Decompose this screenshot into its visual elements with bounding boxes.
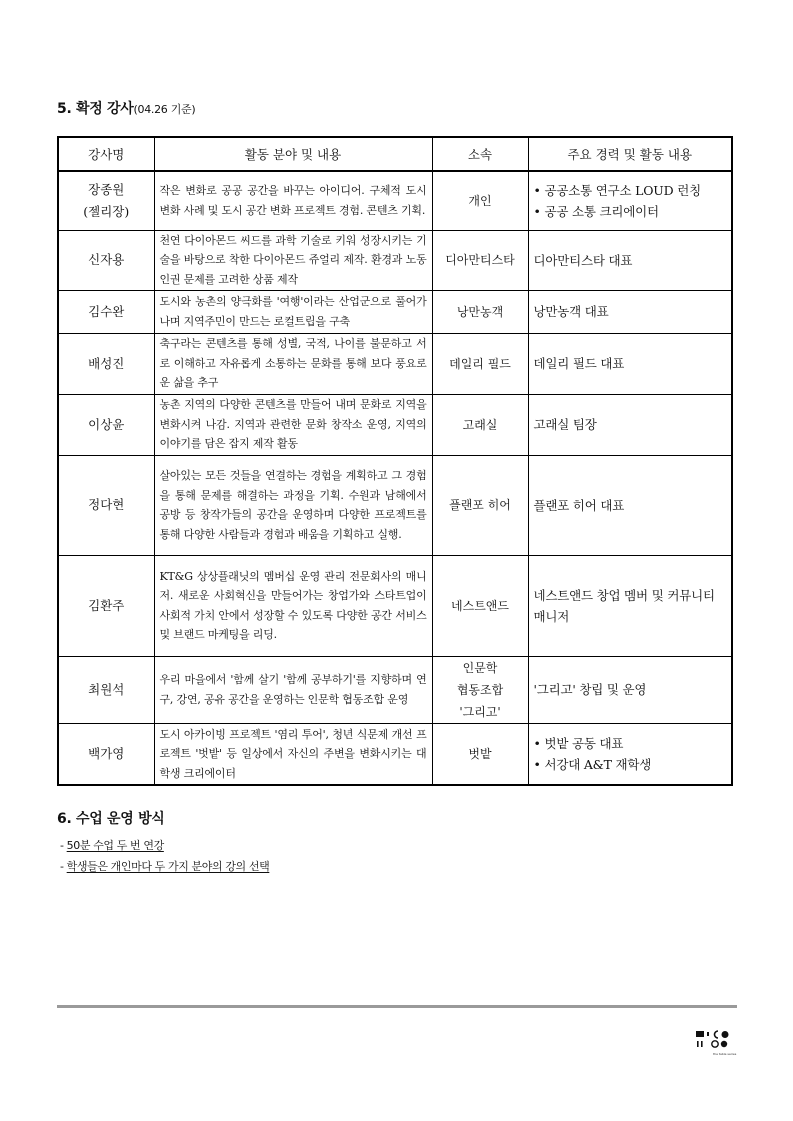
lecturer-description: 우리 마을에서 '함께 살기 '함께 공부하기'를 지향하며 연구, 강연, 공유 공간을 운영하는 인문학 협동조합 운영 [154, 656, 432, 723]
operation-item: - 50분 수업 두 번 연강 [60, 839, 164, 852]
lecturer-career [528, 394, 732, 455]
lecturer-name [58, 656, 154, 723]
table-row [58, 290, 732, 333]
name-line: 정다현 [88, 497, 125, 512]
operation-item: - 학생들은 개인마다 두 가지 분야의 강의 선택 [60, 860, 270, 873]
name-line: 장종원 [88, 181, 125, 197]
lecturer-name [58, 290, 154, 333]
lecturer-description: 살아있는 모든 것들을 연결하는 경험을 계획하고 그 경험을 통해 문제를 해결하는 과정을 기획. 수원과 남해에서 공방 등 창작가들의 공간을 운영하며 다양한 프로젝트를 통해 다양한 사람들과 경험과 배움을 기획하고 실행. [154, 455, 432, 555]
lecturer-name [58, 333, 154, 394]
career-item: 낭만농객 대표 [533, 304, 609, 319]
name-line: 배성진 [88, 355, 125, 371]
career-item: 디아만티스타 대표 [533, 252, 633, 268]
lecturer-career [528, 230, 732, 290]
affiliation-line: '그리고' [459, 704, 501, 719]
affiliation-line: 개인 [468, 193, 492, 208]
lecturer-description: 도시 아카이빙 프로젝트 '염리 투어', 청년 식문제 개선 프로젝트 '벗밭' 등 일상에서 자신의 주변을 변화시키는 대학생 크리에이터 [154, 723, 432, 785]
lecturer-description: 천연 다이아몬드 씨드를 과학 기술로 키워 성장시키는 기술을 바탕으로 착한 다이아몬드 쥬얼리 제작. 환경과 노동인권 문제를 고려한 상품 제작 [154, 230, 432, 290]
table-header-row [58, 137, 732, 171]
lecturer-name [58, 394, 154, 455]
affiliation-line: 데일리 필드 [449, 356, 511, 371]
affiliation-line: 협동조합 [456, 682, 504, 697]
lecturer-affiliation [432, 455, 528, 555]
table-row [58, 455, 732, 555]
lecturer-table [57, 136, 733, 786]
career-item: 네스트앤드 창업 멤버 및 커뮤니티 매니저 [533, 587, 715, 624]
affiliation-line: 낭만농객 [456, 304, 504, 319]
footer-divider [57, 1005, 737, 1008]
lecturer-affiliation [432, 394, 528, 455]
career-item: '그리고' 창립 및 운영 [533, 682, 647, 697]
section-5-title: 5. 확정 강사 [57, 101, 134, 117]
table-row [58, 230, 732, 290]
operation-item-text: 50분 수업 두 번 연강 [66, 839, 164, 852]
career-item: 플랜포 히어 대표 [533, 497, 625, 513]
affiliation-line: 네스트앤드 [451, 598, 509, 613]
lecturer-affiliation [432, 290, 528, 333]
lecturer-name [58, 723, 154, 785]
affiliation-line: 디아만티스타 [445, 253, 515, 267]
table-row [58, 555, 732, 656]
name-line: 신자용 [88, 252, 125, 267]
career-item: 고래실 팀장 [533, 417, 597, 432]
lecturer-description: 도시와 농촌의 양극화를 '여행'이라는 산업군으로 풀어가나며 지역주민이 만드는 로컬트립을 구축 [154, 290, 432, 333]
lecturer-affiliation [432, 171, 528, 230]
lecturer-name [58, 555, 154, 656]
table-row [58, 656, 732, 723]
section-5-subtitle: (04.26 기준) [133, 103, 196, 116]
career-item: 데일리 필드 대표 [533, 356, 625, 371]
lecturer-description: KT&G 상상플래닛의 멤버십 운영 관리 전문회사의 매니저. 새로운 사회혁신을 만들어가는 창업가와 스타트업이 사회적 가치 안에서 성장할 수 있도록 다양한 공간 서비스 및 브랜드 마케팅을 리딩. [154, 555, 432, 656]
career-item: • 서강대 A&T 재학생 [533, 756, 652, 772]
lecturer-name [58, 230, 154, 290]
header-field: 활동 분야 및 내용 [154, 137, 432, 171]
lecturer-affiliation [432, 333, 528, 394]
header-affiliation: 소속 [432, 137, 528, 171]
table-row [58, 171, 732, 230]
lecturer-affiliation [432, 230, 528, 290]
section-5-heading [57, 98, 195, 118]
career-item: • 공공 소통 크리에이터 [533, 203, 659, 219]
lecturer-description: 축구라는 콘텐츠를 통해 성별, 국적, 나이를 불문하고 서로 이해하고 자유롭게 소통하는 문화를 통해 보다 풍요로운 삶을 추구 [154, 333, 432, 394]
section-6-heading: 6. 수업 운영 방식 [57, 811, 165, 827]
table-row [58, 394, 732, 455]
logo-caption: the table series [713, 1052, 737, 1056]
affiliation-line: 플랜포 히어 [449, 498, 511, 512]
lecturer-career [528, 290, 732, 333]
name-line: (젤리장) [83, 203, 130, 219]
lecturer-career [528, 723, 732, 785]
table-row [58, 333, 732, 394]
table-row [58, 723, 732, 785]
lecturer-affiliation [432, 555, 528, 656]
career-item: • 공공소통 연구소 LOUD 런칭 [533, 182, 701, 198]
lecturer-name [58, 171, 154, 230]
affiliation-line: 벗밭 [468, 746, 492, 761]
name-line: 김환주 [88, 597, 125, 613]
name-line: 김수완 [88, 303, 125, 319]
lecturer-career [528, 555, 732, 656]
affiliation-line: 인문학 [462, 660, 498, 675]
lecturer-career [528, 656, 732, 723]
lecturer-affiliation [432, 723, 528, 785]
name-line: 최원석 [88, 681, 125, 697]
lecturer-career [528, 455, 732, 555]
name-line: 백가영 [88, 745, 125, 761]
header-name: 강사명 [58, 137, 154, 171]
lecturer-name [58, 455, 154, 555]
career-item: • 벗밭 공동 대표 [533, 735, 624, 751]
lecturer-description: 농촌 지역의 다양한 콘텐츠를 만들어 내며 문화로 지역을 변화시켜 나감. 지역과 관련한 문화 창작소 운영, 지역의 이야기를 담은 잡지 제작 활동 [154, 394, 432, 455]
table-series-logo-icon [693, 1029, 737, 1057]
header-career: 주요 경력 및 활동 내용 [528, 137, 732, 171]
lecturer-affiliation [432, 656, 528, 723]
lecturer-description: 작은 변화로 공공 공간을 바꾸는 아이디어. 구체적 도시 변화 사례 및 도시 공간 변화 프로젝트 경험. 콘텐츠 기획. [154, 171, 432, 230]
affiliation-line: 고래실 [462, 417, 498, 432]
operation-item-text: 학생들은 개인마다 두 가지 분야의 강의 선택 [66, 860, 270, 873]
lecturer-career [528, 333, 732, 394]
lecturer-career [528, 171, 732, 230]
name-line: 이상윤 [88, 416, 125, 432]
